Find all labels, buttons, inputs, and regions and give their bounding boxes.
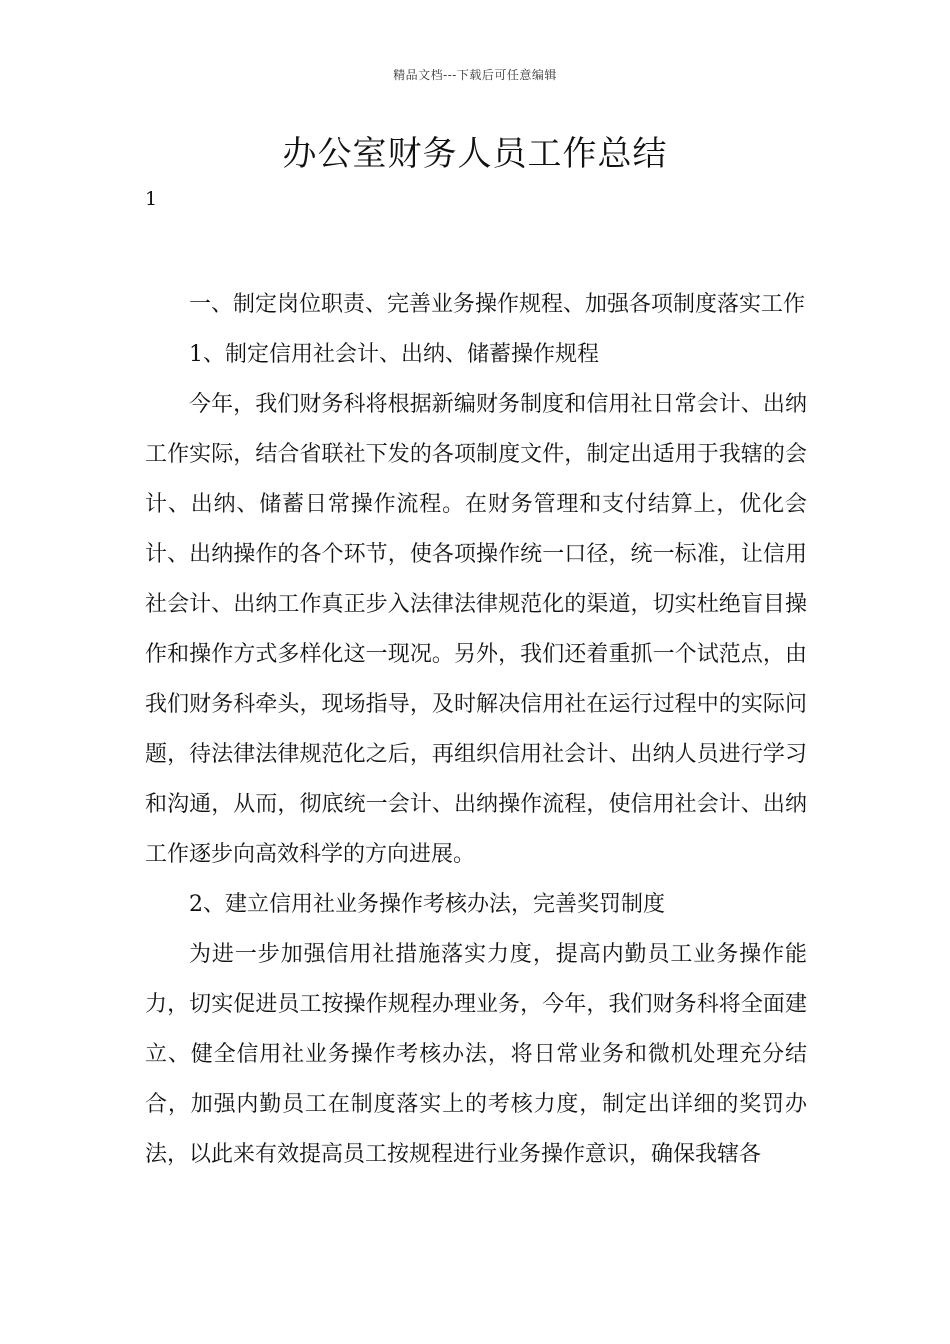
header-note: 精品文档---下载后可任意编辑: [393, 68, 557, 82]
document-title: 办公室财务人员工作总结: [282, 134, 668, 174]
subsection-heading: 2、建立信用社业务操作考核办法，完善奖罚制度: [189, 892, 665, 917]
section-heading: 一、制定岗位职责、完善业务操作规程、加强各项制度落实工作: [189, 292, 806, 317]
body-paragraph: 今年，我们财务科将根据新编财务制度和信用社日常会计、出纳工作实际，结合省联社下发的各项制度文件，制定出适用于我辖的会计、出纳、储蓄日常操作流程。在财务管理和支付结算上，优化会计、出纳操作的各个环节，使各项操作统一口径，统一标准，让信用社会计、出纳工作真正步入法律法律规范化的渠道，切实杜绝盲目操作和操作方式多样化这一现况。另外，我们还着重抓一个试范点，由我们财务科牵头，现场指导，及时解决信用社在运行过程中的实际问题，待法律法律规范化之后，再组织信用社会计、出纳人员进行学习和沟通，从而，彻底统一会计、出纳操作流程，使信用社会计、出纳工作逐步向高效科学的方向进展。: [145, 392, 807, 867]
body-paragraph: 为进一步加强信用社措施落实力度，提高内勤员工业务操作能力，切实促进员工按操作规程办理业务，今年，我们财务科将全面建立、健全信用社业务操作考核办法，将日常业务和微机处理充分结合，加强内勤员工在制度落实上的考核力度，制定出详细的奖罚办法，以此来有效提高员工按规程进行业务操作意识，确保我辖各: [145, 942, 807, 1167]
page-number: 1: [145, 188, 158, 210]
subsection-heading: 1、制定信用社会计、出纳、储蓄操作规程: [189, 342, 599, 367]
document-body: [145, 280, 807, 1180]
